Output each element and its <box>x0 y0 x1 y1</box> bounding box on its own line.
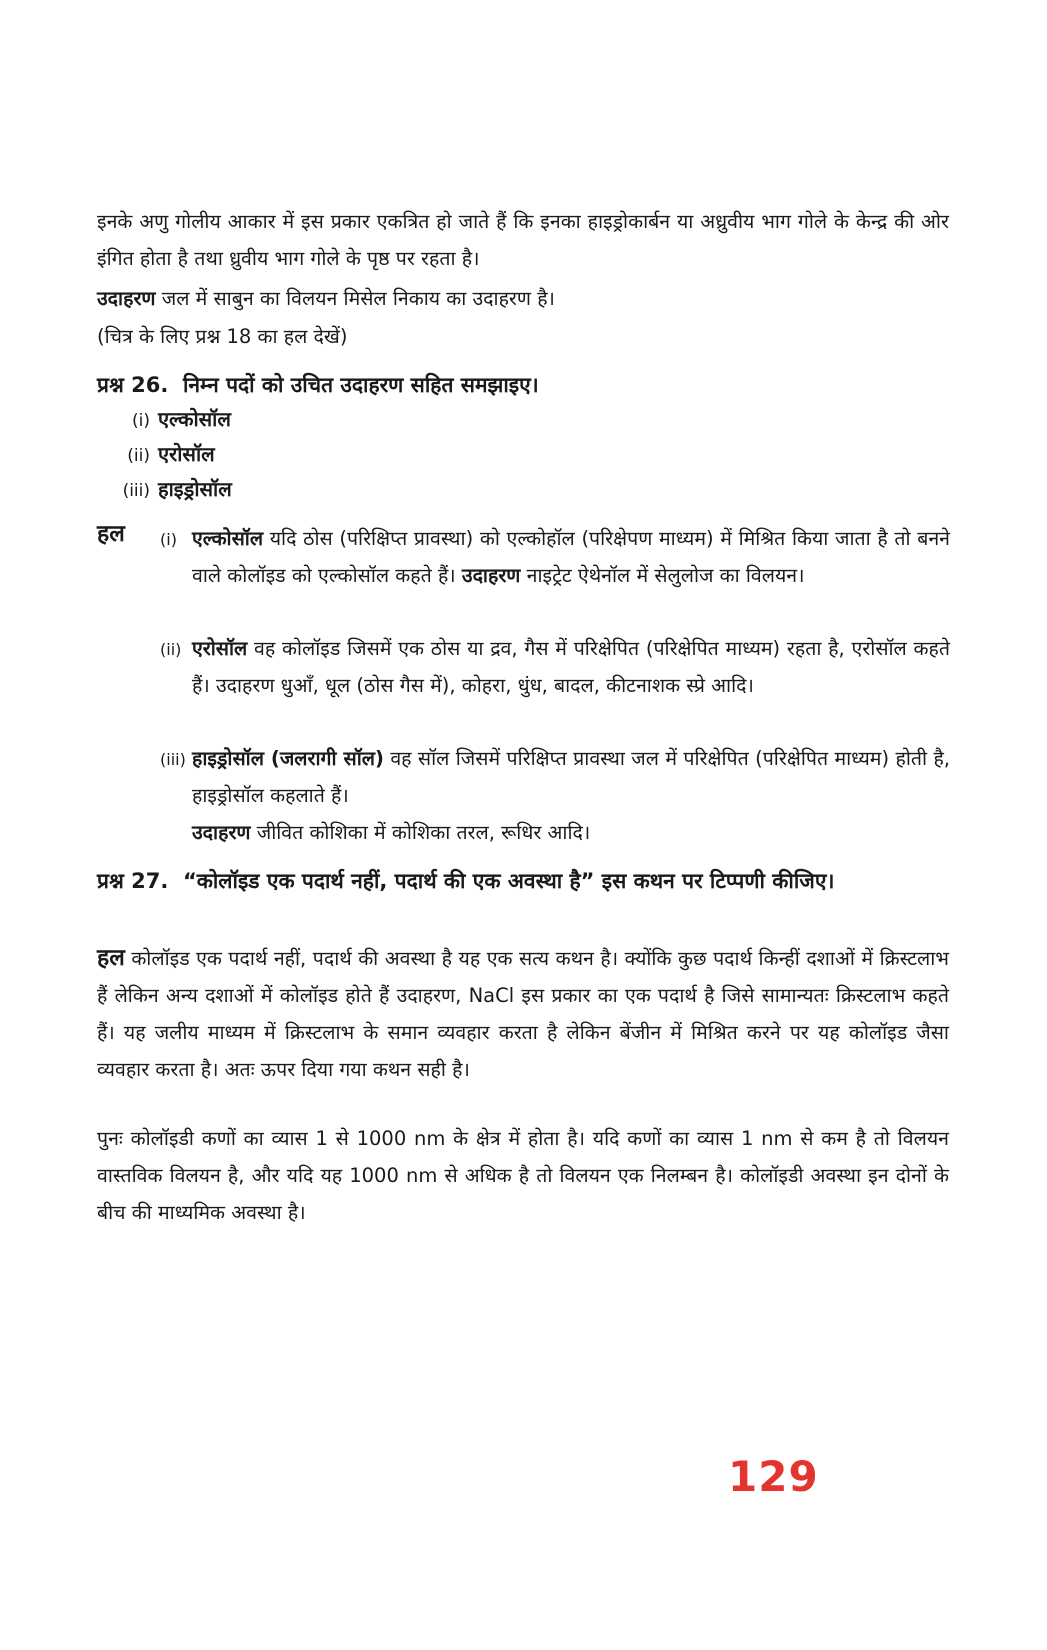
answer-27-paragraph-2: पुनः कोलॉइडी कणों का व्यास 1 से 1000 nm के क्षेत्र में होता है। यदि कणों का व्यास 1 nm से कम है तो विलयन वास्तविक विलयन है, और यदि यह 1000 nm से अधिक है तो विलयन एक निलम्बन है। कोलॉइडी अवस्था इन दोनों के बीच की माध्यमिक अवस्था है। <box>97 1127 949 1224</box>
question-26-text: निम्न पदों को उचित उदाहरण सहित समझाइए। <box>182 373 539 397</box>
answer-part-number: (ii) <box>160 640 182 659</box>
intro-paragraph: इनके अणु गोलीय आकार में इस प्रकार एकत्रित हो जाते हैं कि इनका हाइड्रोकार्बन या अध्रुवीय भाग गोले के केन्द्र की ओर इंगित होता है तथा ध्रुवीय भाग गोले के पृष्ठ पर रहता है। <box>97 210 949 270</box>
option-label: एल्कोसॉल <box>158 407 231 431</box>
answer-term: एल्कोसॉल <box>192 527 264 550</box>
option-item <box>104 437 215 473</box>
figure-note: (चित्र के लिए प्रश्न 18 का हल देखें) <box>97 325 348 348</box>
answer-part-number: (iii) <box>160 750 186 769</box>
answer-26-label: हल <box>97 521 125 547</box>
page-number: 129 <box>728 1452 819 1501</box>
answer-text: यदि ठोस (परिक्षिप्त प्रावस्था) को एल्कोहॉल (परिक्षेपण माध्यम) में मिश्रित किया जाता है तो बनने वाले कोलॉइड को एल्कोसॉल कहते हैं। <box>192 527 950 587</box>
option-number: (iii) <box>122 481 150 501</box>
answer-26-part-i <box>160 520 950 631</box>
intro-example <box>97 280 949 317</box>
question-27-text: “कोलॉइड एक पदार्थ नहीं, पदार्थ की एक अवस्था है” इस कथन पर टिप्पणी कीजिए। <box>182 869 835 893</box>
question-26-label: प्रश्न 26. <box>97 373 169 397</box>
answer-text: वह कोलॉइड जिसमें एक ठोस या द्रव, गैस में परिक्षेपित (परिक्षेपित माध्यम) रहता है, एरोसॉल कहते हैं। उदाहरण धुआँ, धूल (ठोस गैस में), कोहरा, धुंध, बादल, कीटनाशक स्प्रे आदि। <box>192 637 950 697</box>
answer-term: हाइड्रोसॉल (जलरागी सॉल) <box>192 747 384 770</box>
question-27-label: प्रश्न 27. <box>97 869 169 893</box>
answer-27 <box>97 940 949 1088</box>
answer-part-number: (i) <box>160 530 177 549</box>
example-label: उदाहरण <box>97 287 156 310</box>
option-label: हाइड्रोसॉल <box>158 477 232 501</box>
option-item <box>104 472 232 508</box>
answer-27-label: हल <box>97 945 125 971</box>
example-text: जल में साबुन का विलयन मिसेल निकाय का उदाहरण है। <box>155 287 555 310</box>
question-27 <box>97 862 949 900</box>
example-label: उदाहरण <box>461 564 521 587</box>
answer-text: वह सॉल जिसमें परिक्षिप्त प्रावस्था जल में परिक्षेपित (परिक्षेपित माध्यम) होती है, हाइड्रोसॉल कहलाते हैं। <box>192 747 950 807</box>
option-item <box>104 402 231 438</box>
answer-26-part-iii <box>160 740 950 851</box>
answer-part-body <box>192 740 950 814</box>
example-text: जीवित कोशिका में कोशिका तरल, रूधिर आदि। <box>250 821 591 844</box>
answer-26-part-ii <box>160 630 950 741</box>
option-number: (ii) <box>127 446 150 466</box>
answer-part-body <box>192 520 950 594</box>
answer-part-example <box>192 814 950 851</box>
example-label: उदाहरण <box>192 821 251 844</box>
example-text: नाइट्रेट ऐथेनॉल में सेलुलोज का विलयन। <box>520 564 805 587</box>
answer-part-body <box>192 630 950 704</box>
question-26 <box>97 366 949 404</box>
option-number: (i) <box>132 411 150 431</box>
answer-term: एरोसॉल <box>192 637 248 660</box>
answer-27-text: कोलॉइड एक पदार्थ नहीं, पदार्थ की अवस्था है यह एक सत्य कथन है। क्योंकि कुछ पदार्थ किन्हीं दशाओं में क्रिस्टलाभ हैं लेकिन अन्य दशाओं में कोलॉइड होते हैं उदाहरण, NaCl इस प्रकार का एक पदार्थ है जिसे सामान्यतः क्रिस्टलाभ कहते हैं। यह जलीय माध्यम में क्रिस्टलाभ के समान व्यवहार करता है लेकिन बेंजीन में मिश्रित करने पर यह कोलॉइड जैसा व्यवहार करता है। अतः ऊपर दिया गया कथन सही है। <box>97 947 949 1081</box>
option-label: एरोसॉल <box>158 442 215 466</box>
